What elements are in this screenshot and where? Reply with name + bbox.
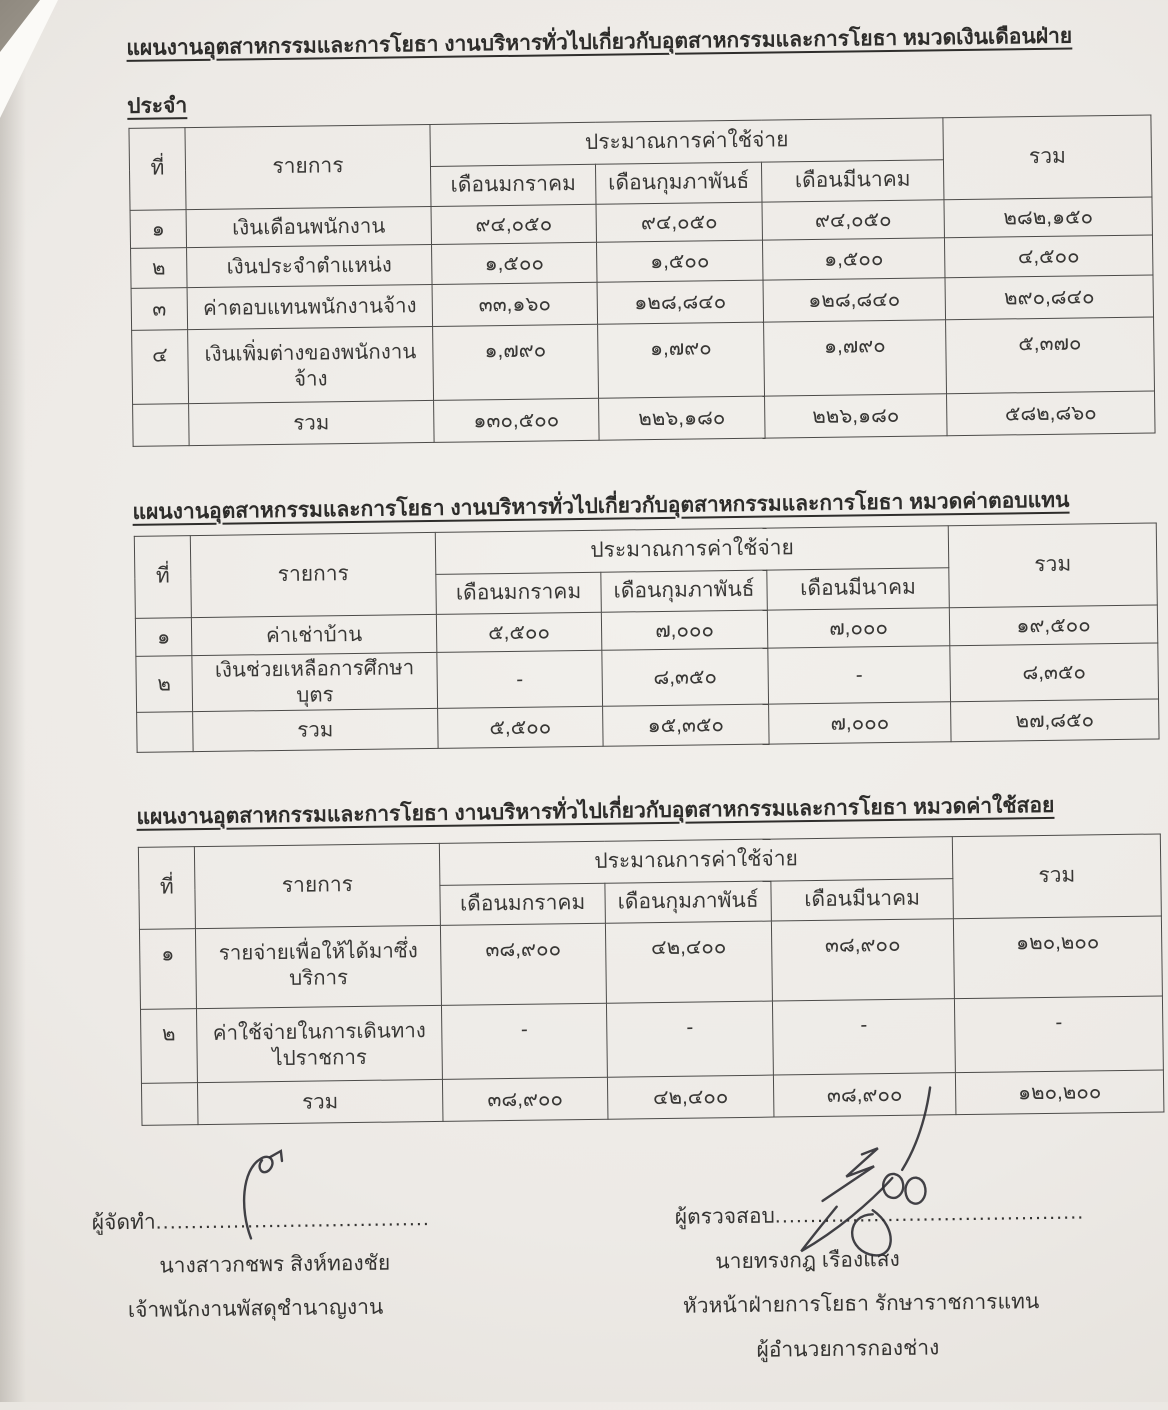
col-header-march: เดือนมีนาคม: [771, 879, 954, 921]
col-header-no: ที่: [134, 536, 191, 619]
sum-value: ๒๒๖,๑๘๐: [599, 396, 766, 440]
section1-heading-line1: แผนงานอุตสาหกรรมและการโยธา งานบริหารทั่วไปเกี่ยวกับอุตสาหกรรมและการโยธา หมวดเงินเดือนฝ่าย: [126, 24, 1073, 60]
cell-value: ๓๘,๙๐๐: [771, 919, 954, 1001]
sum-value: ๒๒๖,๑๘๐: [765, 394, 948, 438]
section2-heading: แผนงานอุตสาหกรรมและการโยธา งานบริหารทั่วไปเกี่ยวกับอุตสาหกรรมและการโยธา หมวดค่าตอบแทน: [132, 488, 1070, 524]
col-header-estimate-group: ประมาณการค่าใช้จ่าย: [439, 837, 953, 886]
cell-item: เงินช่วยเหลือการศึกษาบุตร: [192, 652, 438, 711]
reviewer-position-line1: หัวหน้าฝ่ายการโยธา รักษาราชการแทน: [682, 1290, 1040, 1318]
cell-no: ๑: [130, 210, 186, 249]
cell-value: -: [772, 999, 955, 1075]
reviewer-signature-scribble: [773, 1081, 965, 1268]
cell-value: ๑๒๘,๘๔๐: [597, 280, 764, 324]
cell-item: เงินเพิ่มต่างของพนักงานจ้าง: [188, 326, 434, 403]
sum-value: ๕,๕๐๐: [438, 707, 604, 749]
sum-label: รวม: [193, 709, 439, 752]
cell-total: ๒๙๐,๘๔๐: [945, 275, 1154, 320]
col-header-january: เดือนมกราคม: [436, 572, 602, 614]
cell-value: ๑,๕๐๐: [596, 240, 763, 282]
sum-value: ๗,๐๐๐: [769, 702, 952, 744]
cell-total: ๑๒๐,๒๐๐: [953, 916, 1162, 999]
section3-heading: แผนงานอุตสาหกรรมและการโยธา งานบริหารทั่วไปเกี่ยวกับอุตสาหกรรมและการโยธา หมวดค่าใช้สอย: [136, 793, 1055, 829]
cell-total: ๕,๓๗๐: [946, 317, 1155, 394]
col-header-no: ที่: [138, 847, 195, 930]
sum-value: ๔๒,๔๐๐: [607, 1075, 774, 1119]
sum-total: ๑๒๐,๒๐๐: [955, 1070, 1164, 1115]
cell-value: -: [437, 650, 603, 708]
cell-empty: [137, 712, 194, 753]
cell-no: ๑: [139, 929, 196, 1010]
cell-value: -: [606, 1001, 773, 1077]
cell-item: เงินเดือนพนักงาน: [186, 206, 431, 247]
col-header-no: ที่: [129, 128, 186, 211]
col-header-march: เดือนมีนาคม: [761, 160, 944, 202]
cell-value: ๗,๐๐๐: [767, 608, 950, 648]
budget-table-compensation: [134, 522, 1160, 753]
col-header-item: รายการ: [190, 532, 436, 617]
cell-value: ๑,๗๙๐: [598, 322, 765, 398]
cell-no: ๔: [132, 330, 189, 405]
cell-total: -: [954, 996, 1163, 1073]
reviewer-name: นายทรงกฎ เรืองแสง: [715, 1247, 900, 1274]
cell-total: ๔,๕๐๐: [944, 235, 1153, 278]
table-row: [139, 916, 1162, 1009]
cell-value: ๑,๗๙๐: [433, 324, 599, 400]
col-header-estimate-group: ประมาณการค่าใช้จ่าย: [430, 118, 944, 167]
col-header-total: รวม: [952, 834, 1161, 919]
cell-value: ๗,๐๐๐: [601, 610, 767, 650]
cell-value: ๓๘,๙๐๐: [440, 923, 606, 1005]
budget-table-expenses: [138, 833, 1165, 1125]
signature-dotted-line: .......................................: [155, 1207, 431, 1234]
preparer-name: นางสาวกชพร สิงห์ทองชัย: [159, 1251, 391, 1278]
cell-value: -: [768, 646, 951, 705]
cell-item: ค่าใช้จ่ายในการเดินทางไปราชการ: [196, 1005, 442, 1082]
table-row: [132, 317, 1155, 404]
cell-value: ๓๓,๑๖๐: [432, 282, 598, 326]
cell-value: -: [441, 1003, 607, 1079]
cell-value: ๑,๕๐๐: [432, 242, 598, 284]
cell-value: ๙๔,๐๕๐: [596, 202, 762, 242]
col-header-estimate-group: ประมาณการค่าใช้จ่าย: [435, 526, 949, 575]
cell-item: รายจ่ายเพื่อให้ได้มาซึ่งบริการ: [195, 925, 441, 1008]
sum-label: รวม: [197, 1079, 443, 1124]
sum-value: ๑๓๐,๕๐๐: [434, 398, 600, 442]
cell-value: ๑,๗๙๐: [764, 320, 947, 396]
cell-no: ๒: [131, 248, 188, 289]
sum-total: ๒๗,๘๕๐: [951, 699, 1160, 742]
col-header-total: รวม: [948, 523, 1157, 608]
cell-value: ๙๔,๐๕๐: [762, 200, 945, 240]
signature-dotted-line: ............................................: [774, 1200, 1085, 1228]
reviewer-label: ผู้ตรวจสอบ: [674, 1204, 775, 1229]
col-header-item: รายการ: [194, 843, 440, 928]
sum-value: ๓๘,๙๐๐: [442, 1077, 608, 1121]
cell-value: ๑๒๘,๘๔๐: [763, 278, 946, 322]
col-header-january: เดือนมกราคม: [430, 164, 596, 206]
col-header-february: เดือนกุมภาพันธ์: [601, 570, 768, 612]
preparer-position: เจ้าพนักงานพัสดุชำนาญงาน: [127, 1295, 384, 1323]
col-header-march: เดือนมีนาคม: [767, 568, 950, 610]
sum-value: ๓๘,๙๐๐: [773, 1073, 956, 1117]
cell-total: ๒๘๒,๑๕๐: [944, 197, 1152, 238]
cell-empty: [133, 404, 190, 447]
preparer-label: ผู้จัดทำ: [91, 1210, 156, 1235]
reviewer-position-line2: ผู้อำนวยการกองช่าง: [756, 1336, 940, 1362]
section1-heading-line2: ประจำ: [127, 94, 188, 118]
budget-table-salary: [128, 115, 1155, 447]
cell-no: ๑: [135, 618, 191, 657]
cell-value: ๙๔,๐๕๐: [431, 204, 596, 244]
col-header-february: เดือนกุมภาพันธ์: [595, 162, 762, 204]
sum-value: ๑๕,๓๕๐: [603, 704, 770, 746]
cell-value: ๑,๕๐๐: [762, 238, 945, 280]
cell-no: ๒: [136, 656, 193, 713]
cell-item: เงินประจำตำแหน่ง: [187, 244, 433, 287]
cell-no: ๓: [131, 288, 188, 331]
preparer-signature-scribble: [234, 1150, 315, 1243]
col-header-february: เดือนกุมภาพันธ์: [605, 881, 772, 923]
table-row: [140, 996, 1163, 1083]
cell-value: ๘,๓๕๐: [602, 648, 769, 706]
cell-value: ๔๒,๔๐๐: [605, 921, 772, 1003]
sum-total: ๕๘๒,๘๖๐: [947, 391, 1156, 436]
cell-empty: [141, 1083, 198, 1126]
col-header-january: เดือนมกราคม: [440, 883, 606, 925]
sum-label: รวม: [189, 400, 435, 445]
cell-no: ๒: [140, 1009, 197, 1084]
cell-value: ๕,๕๐๐: [436, 612, 601, 652]
cell-item: ค่าตอบแทนพนักงานจ้าง: [187, 284, 433, 329]
cell-item: ค่าเช่าบ้าน: [191, 614, 436, 655]
cell-total: ๑๙,๕๐๐: [949, 605, 1157, 646]
col-header-item: รายการ: [185, 124, 431, 209]
cell-total: ๘,๓๕๐: [950, 643, 1159, 702]
col-header-total: รวม: [943, 115, 1152, 200]
